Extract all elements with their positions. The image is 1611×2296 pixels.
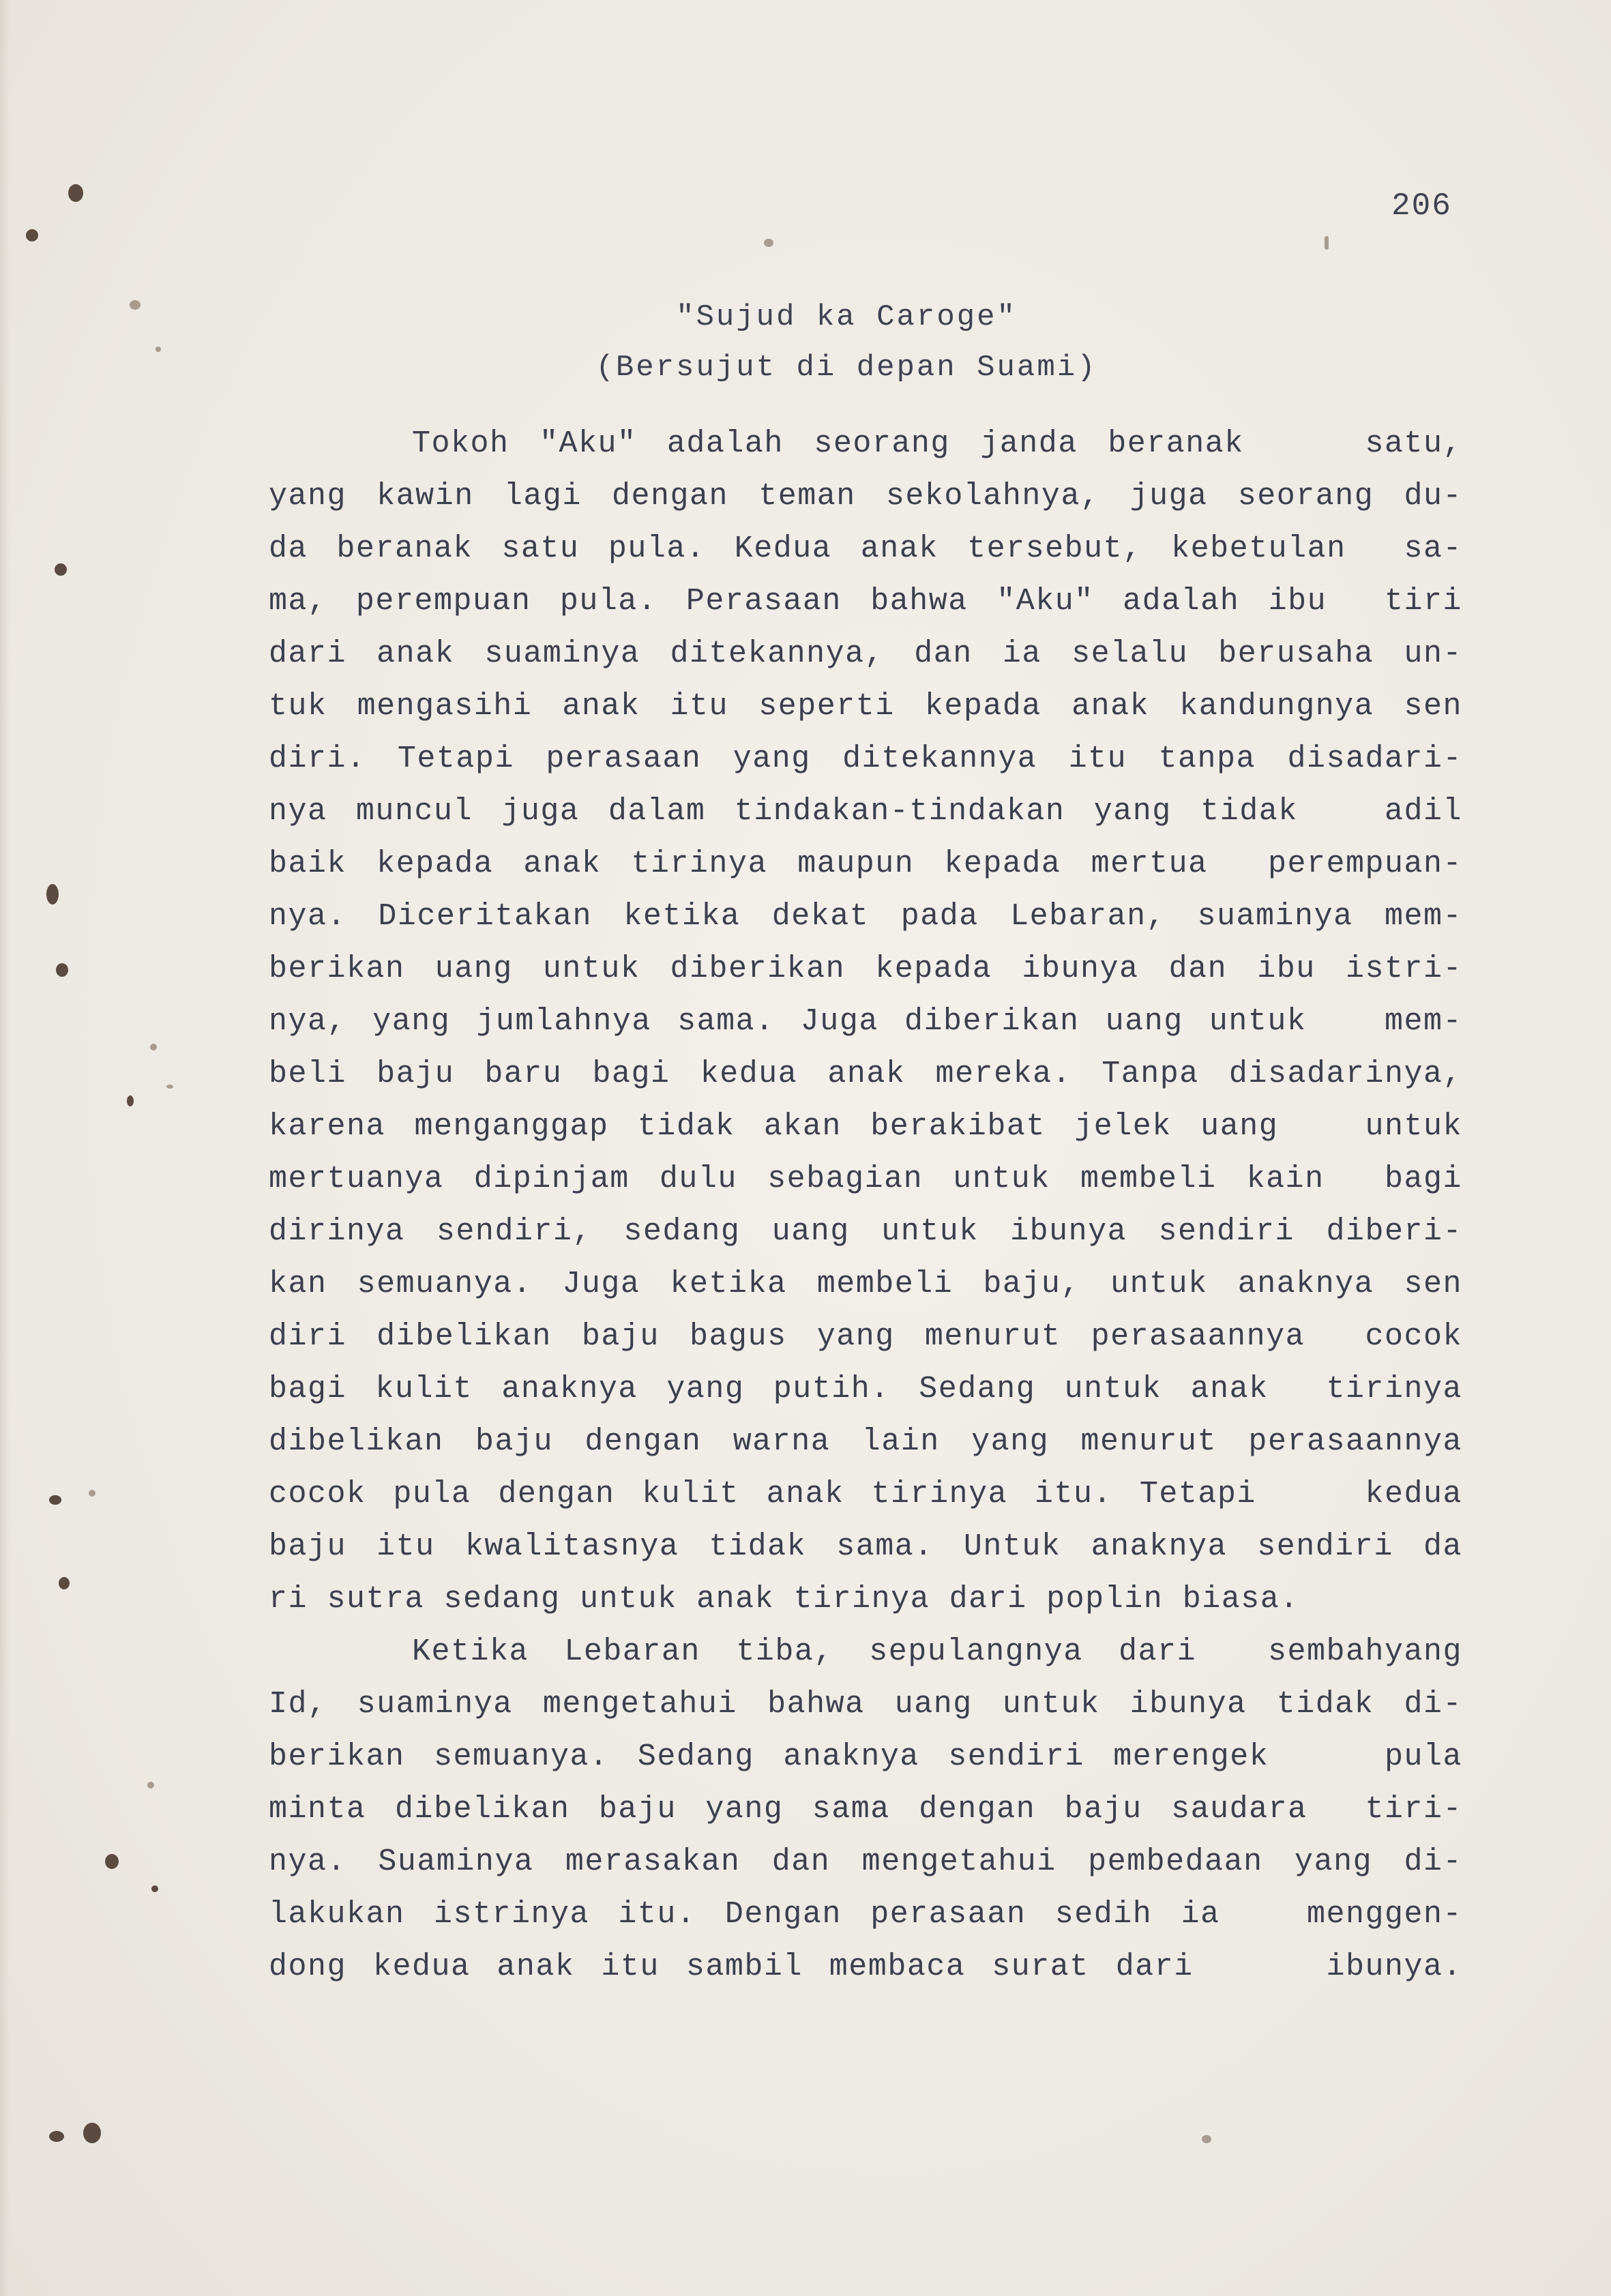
page-edge-shadow xyxy=(0,0,10,2296)
text-line: diri dibelikan baju bagus yang menurut perasaannya cocok xyxy=(269,1319,1462,1354)
ink-spot xyxy=(49,2131,64,2142)
ink-spot xyxy=(764,239,773,247)
story-subtitle: (Bersujut di depan Suami) xyxy=(595,351,1097,385)
ink-spot xyxy=(1202,2135,1211,2143)
text-line: dari anak suaminya ditekannya, dan ia selalu berusaha un- xyxy=(269,636,1462,671)
ink-spot xyxy=(156,347,161,352)
ink-spot xyxy=(151,1885,158,1892)
text-line: bagi kulit anaknya yang putih. Sedang untuk anak tirinya xyxy=(269,1372,1462,1407)
text-line: da beranak satu pula. Kedua anak tersebut, kebetulan sa- xyxy=(269,531,1462,566)
ink-spot xyxy=(59,1577,70,1589)
text-line: lakukan istrinya itu. Dengan perasaan sedih ia menggen- xyxy=(269,1897,1462,1932)
ink-spot xyxy=(130,300,141,310)
ink-spot xyxy=(147,1782,154,1789)
text-line: berikan uang untuk diberikan kepada ibunya dan ibu istri- xyxy=(269,952,1462,986)
ink-spot xyxy=(55,563,67,576)
ink-spot xyxy=(166,1085,173,1089)
text-line: ri sutra sedang untuk anak tirinya dari poplin biasa. xyxy=(269,1582,1299,1617)
ink-spot xyxy=(46,884,59,904)
text-line: Ketika Lebaran tiba, sepulangnya dari sembahyang xyxy=(412,1634,1462,1669)
ink-spot xyxy=(150,1044,157,1050)
text-line: beli baju baru bagi kedua anak mereka. Tanpa disadarinya, xyxy=(269,1057,1462,1091)
ink-spot xyxy=(105,1854,119,1869)
ink-spot xyxy=(26,229,38,241)
ink-spot xyxy=(49,1495,61,1505)
text-line: ma, perempuan pula. Perasaan bahwa "Aku" adalah ibu tiri xyxy=(269,584,1462,619)
text-line: cocok pula dengan kulit anak tirinya itu. Tetapi kedua xyxy=(269,1477,1462,1512)
ink-spot xyxy=(1325,236,1329,250)
ink-spot xyxy=(56,963,68,977)
text-line: berikan semuanya. Sedang anaknya sendiri merengek pula xyxy=(269,1739,1462,1774)
text-line: karena menganggap tidak akan berakibat jelek uang untuk xyxy=(269,1109,1462,1144)
text-line: Tokoh "Aku" adalah seorang janda beranak satu, xyxy=(412,426,1462,461)
text-line: baju itu kwalitasnya tidak sama. Untuk anaknya sendiri da xyxy=(269,1529,1462,1564)
page-number: 206 xyxy=(1391,188,1452,224)
body-text xyxy=(269,417,1462,1993)
text-line: baik kepada anak tirinya maupun kepada mertua perempuan- xyxy=(269,847,1462,881)
text-line: kan semuanya. Juga ketika membeli baju, untuk anaknya sen xyxy=(269,1267,1462,1301)
text-line: nya. Suaminya merasakan dan mengetahui pembedaan yang di- xyxy=(269,1844,1462,1879)
ink-spot xyxy=(89,1490,95,1497)
text-line: dong kedua anak itu sambil membaca surat dari ibunya. xyxy=(269,1949,1462,1984)
ink-spot xyxy=(68,184,83,202)
text-line: minta dibelikan baju yang sama dengan baju saudara tiri- xyxy=(269,1792,1462,1827)
ink-spot xyxy=(83,2123,101,2143)
text-line: diri. Tetapi perasaan yang ditekannya itu tanpa disadari- xyxy=(269,741,1462,776)
text-line: nya muncul juga dalam tindakan-tindakan yang tidak adil xyxy=(269,794,1462,829)
text-line: Id, suaminya mengetahui bahwa uang untuk ibunya tidak di- xyxy=(269,1687,1462,1722)
text-line: nya. Diceritakan ketika dekat pada Lebaran, suaminya mem- xyxy=(269,899,1462,934)
text-line: dibelikan baju dengan warna lain yang menurut perasaannya xyxy=(269,1424,1462,1459)
text-line: mertuanya dipinjam dulu sebagian untuk membeli kain bagi xyxy=(269,1162,1462,1196)
story-title: "Sujud ka Caroge" xyxy=(676,300,1017,334)
text-line: tuk mengasihi anak itu seperti kepada anak kandungnya sen xyxy=(269,689,1462,724)
text-line: yang kawin lagi dengan teman sekolahnya, juga seorang du- xyxy=(269,479,1462,514)
text-line: dirinya sendiri, sedang uang untuk ibunya sendiri diberi- xyxy=(269,1214,1462,1249)
text-line: nya, yang jumlahnya sama. Juga diberikan uang untuk mem- xyxy=(269,1004,1462,1039)
ink-spot xyxy=(127,1095,134,1106)
